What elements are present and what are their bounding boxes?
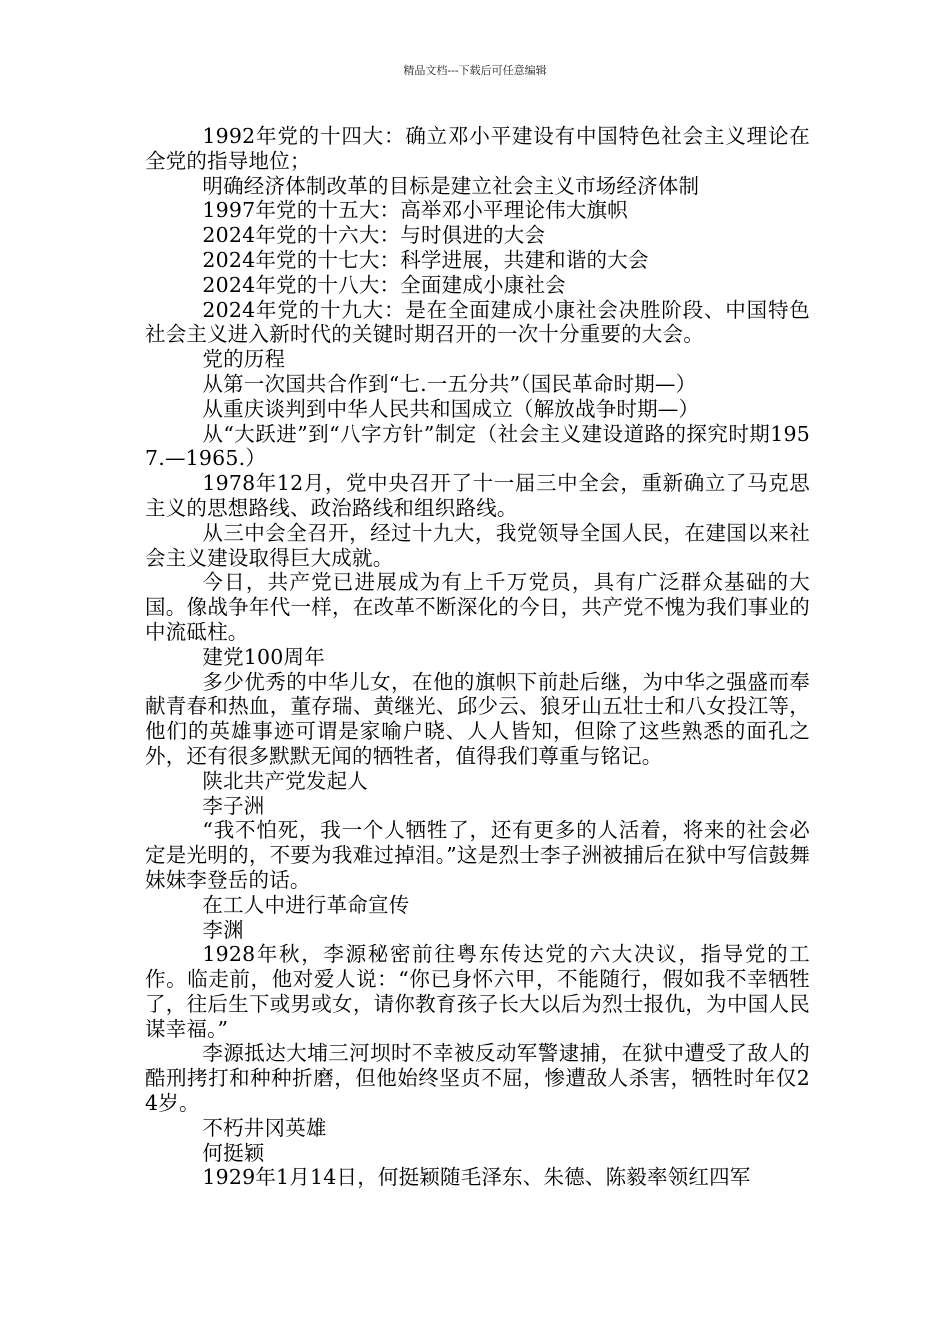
paragraph: 从重庆谈判到中华人民共和国成立（解放战争时期—）: [202, 396, 700, 421]
person-name: 李渊: [202, 917, 244, 942]
paragraph: 1992年党的十四大：确立邓小平建设有中国特色社会主义理论在全党的指导地位；: [145, 124, 810, 173]
paragraph: 1929年1月14日，何挺颖随毛泽东、朱德、陈毅率领红四军: [202, 1165, 751, 1190]
paragraph: 2024年党的十八大：全面建成小康社会: [202, 272, 566, 297]
section-heading: 党的历程: [202, 347, 286, 372]
paragraph: 多少优秀的中华儿女，在他的旗帜下前赴后继，为中华之强盛而奉献青春和热血，董存瑞、黄继光、邱少云、狼牙山五壮士和八女投江等，他们的英雄事迹可谓是家喻户晓、人人皆知，但除了这些熟悉的面孔之外，还有很多默默无闻的牺牲者，值得我们尊重与铭记。: [145, 669, 810, 768]
section-heading: 不朽井冈英雄: [202, 1115, 327, 1140]
paragraph: 1978年12月，党中央召开了十一届三中全会，重新确立了马克思主义的思想路线、政治路线和组织路线。: [145, 471, 810, 520]
person-name: 李子洲: [202, 793, 265, 818]
section-heading: 在工人中进行革命宣传: [202, 892, 410, 917]
paragraph: 从三中会全召开，经过十九大，我党领导全国人民，在建国以来社会主义建设取得巨大成就。: [145, 520, 810, 570]
paragraph: 明确经济体制改革的目标是建立社会主义市场经济体制: [202, 173, 700, 198]
paragraph: 2024年党的十九大：是在全面建成小康社会决胜阶段、中国特色社会主义进入新时代的关键时期召开的一次十分重要的大会。: [145, 297, 810, 347]
paragraph: 今日，共产党已进展成为有上千万党员，具有广泛群众基础的大国。像战争年代一样，在改革不断深化的今日，共产党不愧为我们事业的中流砥柱。: [145, 570, 810, 644]
paragraph: 从“大跃进”到“八字方针”制定（社会主义建设道路的探究时期1957.—1965.）: [145, 421, 810, 471]
paragraph: 1928年秋，李源秘密前往粤东传达党的六大决议，指导党的工作。临走前，他对爱人说：“你已身怀六甲，不能随行，假如我不幸牺牲了，往后生下或男或女，请你教育孩子长大以后为烈士报仇，为中国人民谋幸福。”: [145, 942, 810, 1041]
paragraph: 2024年党的十七大：科学进展，共建和谐的大会: [202, 247, 649, 272]
document-body: [145, 124, 810, 1190]
paragraph: 2024年党的十六大：与时俱进的大会: [202, 223, 546, 248]
section-heading: 建党100周年: [202, 644, 325, 669]
paragraph: 从第一次国共合作到“七.一五分共”（国民革命时期—）: [202, 371, 697, 396]
section-heading: 陕北共产党发起人: [202, 768, 368, 793]
person-name: 何挺颖: [202, 1140, 265, 1165]
page-header: 精品文档---下载后可任意编辑: [403, 64, 547, 77]
paragraph: 1997年党的十五大：高举邓小平理论伟大旗帜: [202, 198, 628, 223]
paragraph: 李源抵达大埔三河坝时不幸被反动军警逮捕，在狱中遭受了敌人的酷刑拷打和种种折磨，但他始终坚贞不屈，惨遭敌人杀害，牺牲时年仅24岁。: [145, 1041, 810, 1116]
paragraph: “我不怕死，我一个人牺牲了，还有更多的人活着，将来的社会必定是光明的，不要为我难过掉泪。”这是烈士李子洲被捕后在狱中写信鼓舞妹妹李登岳的话。: [145, 818, 810, 892]
